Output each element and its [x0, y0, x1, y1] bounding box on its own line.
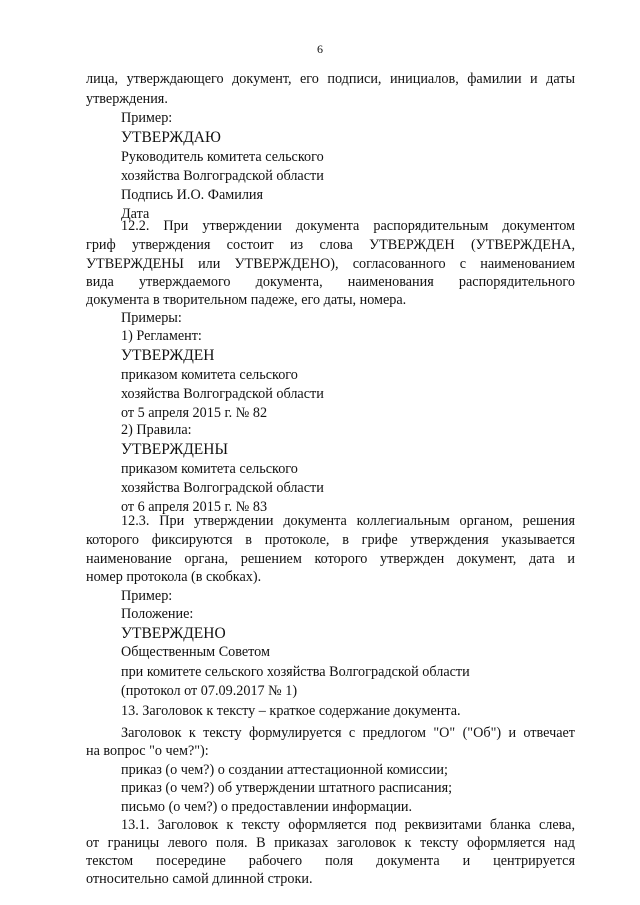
approval-stamp-title: УТВЕРЖДЕНО	[121, 625, 226, 642]
text-line: 2) Правила:	[121, 422, 192, 438]
text-line: Подпись И.О. Фамилия	[121, 187, 264, 203]
text-line: приказом комитета сельского	[121, 367, 298, 383]
text-line: Заголовок к тексту формулируется с предлогом "О" ("Об") и отвечает	[121, 725, 575, 741]
text-line: номер протокола (в скобках).	[86, 569, 262, 585]
page-number: 6	[317, 42, 323, 56]
approval-stamp-title: УТВЕРЖДЕНЫ	[121, 441, 228, 458]
text-line: текстом посередине рабочего поля документа и центрируется	[86, 853, 575, 869]
text-line: Примеры:	[121, 310, 182, 326]
text-line: Пример:	[121, 110, 173, 126]
text-line: которого фиксируются в протоколе, в грифе утверждения указывается	[86, 532, 575, 548]
text-line: приказом комитета сельского	[121, 461, 298, 477]
text-line: приказ (о чем?) о создании аттестационной комиссии;	[121, 762, 448, 778]
text-line: Дата	[121, 206, 150, 222]
text-line: лица, утверждающего документ, его подписи, инициалов, фамилии и даты	[86, 71, 575, 87]
text-line: хозяйства Волгоградской области	[121, 386, 324, 402]
text-line: Пример:	[121, 588, 173, 604]
text-line: приказ (о чем?) об утверждении штатного расписания;	[121, 780, 453, 796]
text-line: Общественным Советом	[121, 644, 270, 660]
text-line: при комитете сельского хозяйства Волгоградской области	[121, 664, 470, 680]
text-line: вида утверждаемого документа, наименования распорядительного	[86, 274, 575, 290]
text-line: относительно самой длинной строки.	[86, 871, 313, 887]
text-line: гриф утверждения состоит из слова УТВЕРЖДЕН (УТВЕРЖДЕНА,	[86, 237, 575, 253]
text-line: 12.2. При утверждении документа распорядительным документом	[121, 218, 575, 234]
text-line: от 6 апреля 2015 г. № 83	[121, 499, 268, 515]
text-line: (протокол от 07.09.2017 № 1)	[121, 683, 298, 699]
text-line: 13.1. Заголовок к тексту оформляется под реквизитами бланка слева,	[121, 817, 575, 833]
text-line: 1) Регламент:	[121, 328, 202, 344]
text-line: наименование органа, решением которого утвержден документ, дата и	[86, 551, 575, 567]
approval-stamp-title: УТВЕРЖДАЮ	[121, 129, 221, 146]
approval-stamp-title: УТВЕРЖДЕН	[121, 347, 215, 364]
text-line: УТВЕРЖДЕНЫ или УТВЕРЖДЕНО), согласованного с наименованием	[86, 256, 575, 272]
text-line: документа в творительном падеже, его даты, номера.	[86, 292, 407, 308]
text-line: утверждения.	[86, 91, 168, 107]
text-line: Положение:	[121, 606, 194, 622]
text-line: от границы левого поля. В приказах заголовок к тексту оформляется над	[86, 835, 575, 851]
text-line: хозяйства Волгоградской области	[121, 480, 324, 496]
section-heading: 13. Заголовок к тексту – краткое содержание документа.	[121, 703, 461, 719]
text-line: Руководитель комитета сельского	[121, 149, 324, 165]
text-line: хозяйства Волгоградской области	[121, 168, 324, 184]
text-line: на вопрос "о чем?"):	[86, 743, 209, 759]
text-line: 12.3. При утверждении документа коллегиальным органом, решения	[121, 513, 575, 529]
text-line: от 5 апреля 2015 г. № 82	[121, 405, 268, 421]
text-line: письмо (о чем?) о предоставлении информации.	[121, 799, 413, 815]
